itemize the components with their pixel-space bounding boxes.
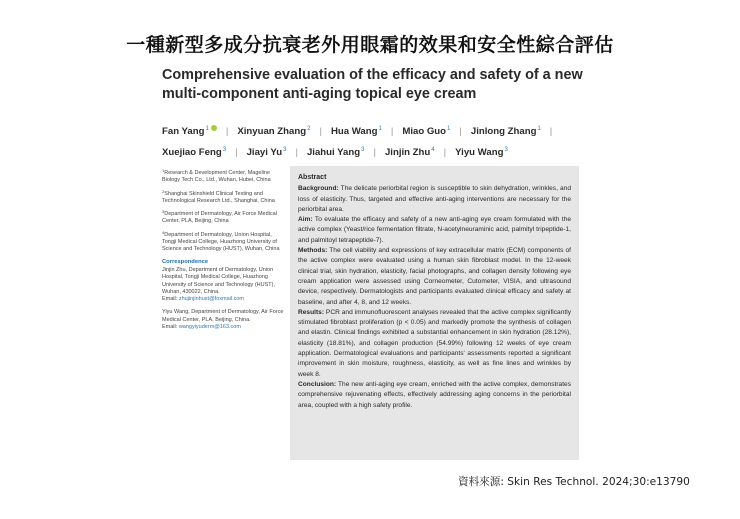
email-link[interactable]: zhujinjinhust@foxmail.com <box>178 296 245 303</box>
author: Fan Yang$^1$ <box>162 126 217 137</box>
author: Jinjin Zhu$^4$ <box>384 147 435 158</box>
author-list <box>162 120 592 162</box>
paper-title <box>162 66 642 104</box>
abstract-methods: Methods: The cell viability and expressions of key extracellular matrix (ECM) components of the active complex were evaluated using a human skin fibroblast model. In the 12-week clinical trial, skin hydration, elasticity, facial photographs, and collagen density following eye cream application were assessed using Corneometer, Cutometer, VISIA, and ultrasound device, respectively. Dermatologists and participants evaluated clinical efficacy and safety at baseline, and after 4, 8, and 12 weeks. <box>298 247 571 306</box>
author-row-1 <box>162 120 592 141</box>
author-separator: | <box>235 147 238 158</box>
correspondence-block: Jinjin Zhu, Department of Dermatology, Union Hospital, Tongji Medical College, Huazhong University of Science and Technology (HUST), Wuhan, 430022, China. Email: zhujinjinhust@foxmail.com <box>162 266 276 303</box>
paper-title-line-1: Comprehensive evaluation of the efficacy and safety of a new <box>162 67 583 83</box>
author-separator: | <box>390 126 394 137</box>
author-separator: | <box>549 126 553 137</box>
affiliation: $^3$Department of Dermatology, Air Force Medical Center, PLA, Beijing, China <box>162 209 277 225</box>
paper-title-line-2: multi-component anti-aging topical eye cream <box>162 86 477 102</box>
author: Jinlong Zhang$^1$ <box>470 126 541 137</box>
orcid-icon <box>211 125 217 131</box>
author-separator: | <box>443 147 447 158</box>
correspondence-block: Yiyu Wang, Department of Dermatology, Air Force Medical Center, PLA, Beijing, China. Email: wangyiyuderm@163.com <box>162 309 284 331</box>
abstract-aim: Aim: To evaluate the efficacy and safety of a new anti-aging eye cream formulated with the active complex (Yeast/rice fermentation filtrate, N-acetylneuraminic acid, palmityl tripeptide-1, and palmitoyl tetrapeptide-7). <box>298 216 571 244</box>
abstract-text <box>298 173 571 411</box>
slide-title: 一種新型多成分抗衰老外用眼霜的效果和安全性綜合評估 <box>126 34 614 56</box>
affiliation: $^4$Department of Dermatology, Union Hospital, Tongji Medical College, Huazhong University of Science and Technology (HUST), Wuhan, China <box>162 229 280 253</box>
author-separator: | <box>373 147 376 158</box>
source-citation: 資料來源: Skin Res Technol. 2024;30:e13790 <box>458 476 690 488</box>
author: Xinyuan Zhang$^2$ <box>237 126 311 137</box>
author-separator: | <box>459 126 462 137</box>
author-row-2 <box>162 141 592 162</box>
author-separator: | <box>295 147 298 158</box>
author: Jiahui Yang$^3$ <box>306 147 365 158</box>
author: Xuejiao Feng$^3$ <box>162 147 227 158</box>
author-separator: | <box>319 126 322 137</box>
author: Jiayi Yu$^3$ <box>246 147 287 158</box>
author: Miao Guo$^1$ <box>402 126 451 137</box>
affiliation: $^2$Shanghai Skinshield Clinical Testing and Technological Research Ltd., Shanghai, China <box>162 188 275 204</box>
author-separator: | <box>225 126 229 137</box>
email-link[interactable]: wangyiyuderm@163.com <box>178 324 241 331</box>
abstract-heading: Abstract <box>298 174 327 181</box>
abstract-box <box>290 166 579 460</box>
correspondence-heading: Correspondence <box>162 258 209 265</box>
author: Hua Wang$^1$ <box>330 126 382 137</box>
abstract-background: Background: The delicate periorbital region is susceptible to skin dehydration, wrinkles, and loss of elasticity. Thus, targeted and effective anti-aging interventions are necessary for the periorbital area. <box>298 185 572 213</box>
affiliations-column <box>162 167 284 337</box>
affiliation: $^1$Research & Development Center, Mageline Biology Tech Co., Ltd., Wuhan, Hubei, China <box>162 168 271 184</box>
author: Yiyu Wang$^3$ <box>455 147 508 158</box>
abstract-results: Results: PCR and immunofluorescent analyses revealed that the active complex significantly stimulated fibroblast proliferation (p < 0.05) and markedly promote the synthesis of collagen and elastin. Clinical findings exhibited a substantial enhancement in skin hydration (28.12%), elasticity (18.81%), and collagen production (54.99%) following 12 weeks of eye cream application. Dermatological evaluations and participants' assessments reported a significant improvement in skin moisture, roughness, elasticity, as well as fine lines and wrinkles by week 8. <box>298 308 571 378</box>
abstract-conclusion: Conclusion: The new anti-aging eye cream, enriched with the active complex, demonstrates comprehensive rejuvenating effects, effectively addressing aging concerns in the periorbital area, coupled with a high safety profile. <box>298 380 571 409</box>
